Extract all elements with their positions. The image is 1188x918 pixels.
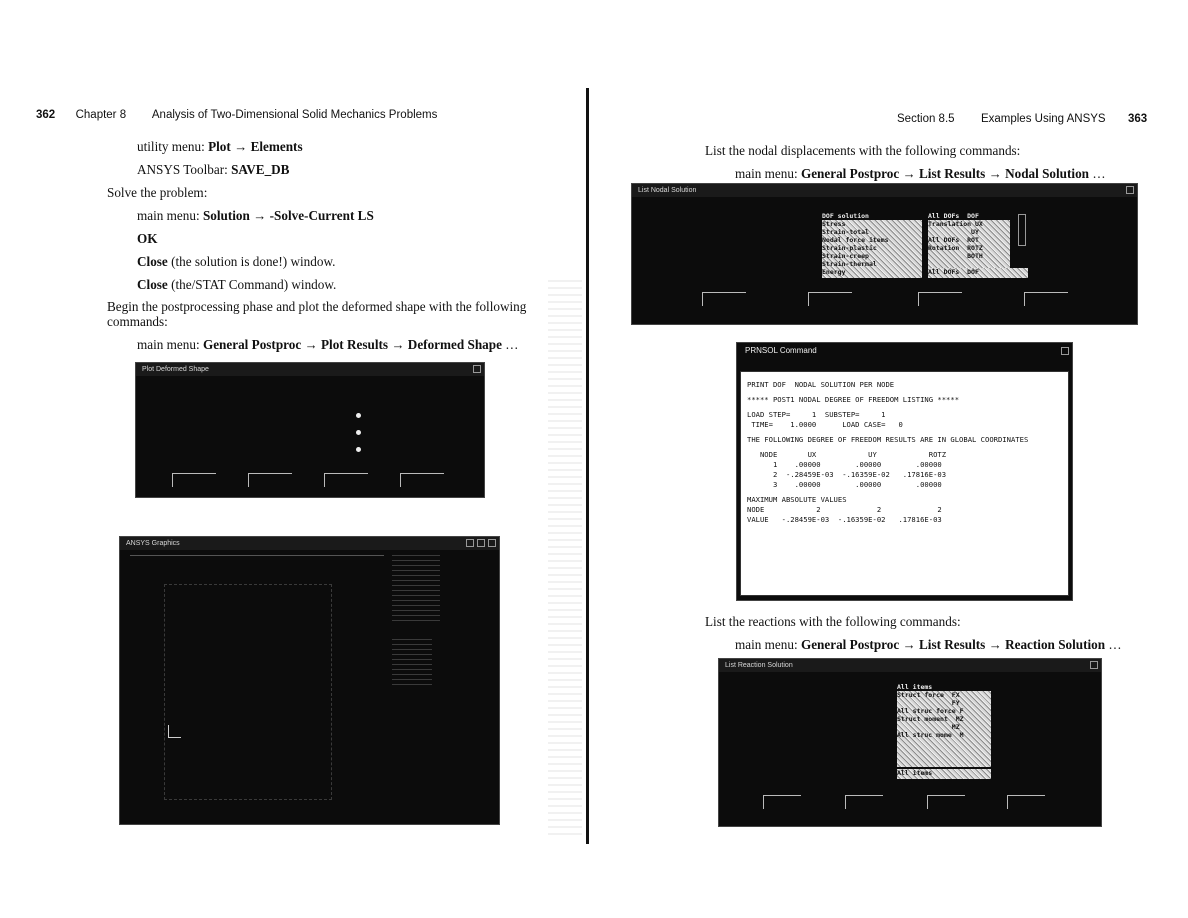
radio-button-def-undeformed[interactable]: [356, 430, 361, 435]
close-icon[interactable]: [488, 539, 496, 547]
output-table-row: 1 .00000 .00000 .00000: [747, 460, 942, 469]
deformed-shape-outline: [164, 584, 332, 800]
text-line-postprocessing: Begin the postprocessing phase and plot the deformed shape with the following: [107, 299, 527, 314]
axis-triad: [168, 725, 181, 738]
reaction-item-list[interactable]: [897, 683, 991, 767]
close-icon[interactable]: [473, 365, 481, 373]
list-item[interactable]: MZ: [897, 723, 960, 731]
left-running-header: [36, 109, 437, 121]
text-line-close-stat: Close (the/STAT Command) window.: [137, 277, 337, 292]
output-line: LOAD STEP= 1 SUBSTEP= 1: [747, 410, 886, 419]
cancel-button[interactable]: [324, 473, 368, 487]
list-item[interactable]: Rotation ROTZ: [928, 244, 983, 252]
list-item[interactable]: Nodal force items: [822, 236, 889, 244]
list-item[interactable]: Strain-thermal: [822, 260, 877, 268]
output-table-header: NODE UX UY ROTZ: [747, 450, 947, 459]
text-line-nodal-solution: main menu: General Postproc → List Results → Nodal Solution …: [735, 166, 1106, 181]
legend-text-block: [392, 639, 432, 685]
list-item[interactable]: Struct moment MZ: [897, 715, 964, 723]
list-header: DOF solution: [822, 212, 922, 220]
window-title: List Reaction Solution: [725, 662, 793, 669]
item-category-list[interactable]: [822, 212, 922, 278]
list-header: All DOFs DOF: [928, 212, 1010, 220]
ansys-graphics-window: [119, 536, 500, 825]
text-line-close-solution: Close (the solution is done!) window.: [137, 254, 336, 269]
minimize-icon[interactable]: [466, 539, 474, 547]
list-item[interactable]: All struc mome M: [897, 731, 964, 739]
ok-button[interactable]: [763, 795, 801, 809]
window-titlebar: [136, 363, 484, 376]
output-line: NODE 2 2 2: [747, 505, 942, 514]
text-line-ok: OK: [137, 231, 158, 246]
list-item[interactable]: Strain-creep: [822, 252, 869, 260]
output-line: THE FOLLOWING DEGREE OF FREEDOM RESULTS ARE IN GLOBAL COORDINATES: [747, 435, 1029, 444]
text-line-solve: Solve the problem:: [107, 185, 208, 200]
output-table-row: 2 -.28459E-03 -.16359E-02 .17816E-03: [747, 470, 947, 479]
text-line-nodal-displacements: List the nodal displacements with the following commands:: [705, 143, 1021, 158]
list-item[interactable]: UY: [928, 228, 979, 236]
text-line-reaction-solution: main menu: General Postproc → List Results → Reaction Solution …: [735, 637, 1122, 652]
text-line-plot-elements: utility menu: Plot → Elements: [137, 139, 303, 154]
text-line-commands: commands:: [107, 314, 168, 329]
list-item[interactable]: BOTH: [928, 252, 983, 260]
window-title: PRNSOL Command: [745, 346, 817, 355]
chapter-label: Chapter 8: [75, 109, 127, 121]
graphics-frame: [130, 555, 384, 556]
text-line-save-db: ANSYS Toolbar: SAVE_DB: [137, 162, 290, 177]
window-titlebar: [719, 659, 1101, 672]
section-label: Section 8.5: [897, 113, 955, 125]
close-icon[interactable]: [1126, 186, 1134, 194]
window-titlebar: [737, 343, 1072, 359]
selected-item-field[interactable]: All items: [897, 769, 991, 779]
page-gutter: [586, 88, 589, 844]
help-button[interactable]: [1007, 795, 1045, 809]
list-item[interactable]: FY: [897, 699, 960, 707]
list-item[interactable]: All DOFs ROT: [928, 236, 979, 244]
window-title: ANSYS Graphics: [126, 540, 180, 547]
section-title: Examples Using ANSYS: [980, 113, 1106, 125]
left-page-number: 362: [36, 109, 56, 121]
list-item[interactable]: Energy: [822, 268, 846, 276]
list-item[interactable]: Stress: [822, 220, 846, 228]
cancel-button[interactable]: [918, 292, 962, 306]
list-item[interactable]: Struct force FX: [897, 691, 960, 699]
help-button[interactable]: [400, 473, 444, 487]
output-table-row: 3 .00000 .00000 .00000: [747, 480, 942, 489]
close-icon[interactable]: [1061, 347, 1069, 355]
plot-deformed-shape-window: [135, 362, 485, 498]
list-scrollbar[interactable]: [1018, 214, 1026, 246]
output-line: PRINT DOF NODAL SOLUTION PER NODE: [747, 380, 895, 389]
prnsol-command-window: [736, 342, 1073, 601]
apply-button[interactable]: [248, 473, 292, 487]
list-reaction-solution-window: [718, 658, 1102, 827]
apply-button[interactable]: [845, 795, 883, 809]
output-line: MAXIMUM ABSOLUTE VALUES: [747, 495, 847, 504]
list-item[interactable]: Translation UX: [928, 220, 983, 228]
list-nodal-solution-window: [631, 183, 1138, 325]
text-line-deformed-shape: main menu: General Postproc → Plot Results → Deformed Shape …: [137, 337, 519, 352]
window-title: List Nodal Solution: [638, 187, 697, 194]
close-icon[interactable]: [1090, 661, 1098, 669]
output-line: TIME= 1.0000 LOAD CASE= 0: [747, 420, 903, 429]
output-line: ***** POST1 NODAL DEGREE OF FREEDOM LISTING *****: [747, 395, 960, 404]
right-running-header: [897, 113, 1147, 125]
apply-button[interactable]: [808, 292, 852, 306]
output-line: VALUE -.28459E-03 -.16359E-02 .17816E-03: [747, 515, 942, 524]
window-titlebar: [632, 184, 1137, 197]
right-page-number: 363: [1128, 113, 1148, 125]
radio-button-def-shape-only[interactable]: [356, 413, 361, 418]
cancel-button[interactable]: [927, 795, 965, 809]
command-output-panel: [740, 371, 1069, 596]
selected-item-field[interactable]: All DOFs DOF: [928, 268, 1028, 278]
legend-text-block: [392, 555, 440, 621]
ok-button[interactable]: [702, 292, 746, 306]
list-item[interactable]: All struc force F: [897, 707, 964, 715]
text-line-reactions: List the reactions with the following commands:: [705, 614, 961, 629]
list-item[interactable]: Strain-total: [822, 228, 869, 236]
ok-button[interactable]: [172, 473, 216, 487]
chapter-title: Analysis of Two-Dimensional Solid Mechanics Problems: [151, 109, 438, 121]
list-item[interactable]: Strain-plastic: [822, 244, 877, 252]
text-line-solution: main menu: Solution → -Solve-Current LS: [137, 208, 374, 223]
list-header: All items: [897, 683, 991, 691]
window-title: Plot Deformed Shape: [142, 366, 209, 373]
window-titlebar: [120, 537, 499, 550]
radio-button-def-undef-edge[interactable]: [356, 447, 361, 452]
page-gutter-shadow: [548, 280, 582, 840]
item-component-list[interactable]: [928, 212, 1010, 268]
help-button[interactable]: [1024, 292, 1068, 306]
maximize-icon[interactable]: [477, 539, 485, 547]
